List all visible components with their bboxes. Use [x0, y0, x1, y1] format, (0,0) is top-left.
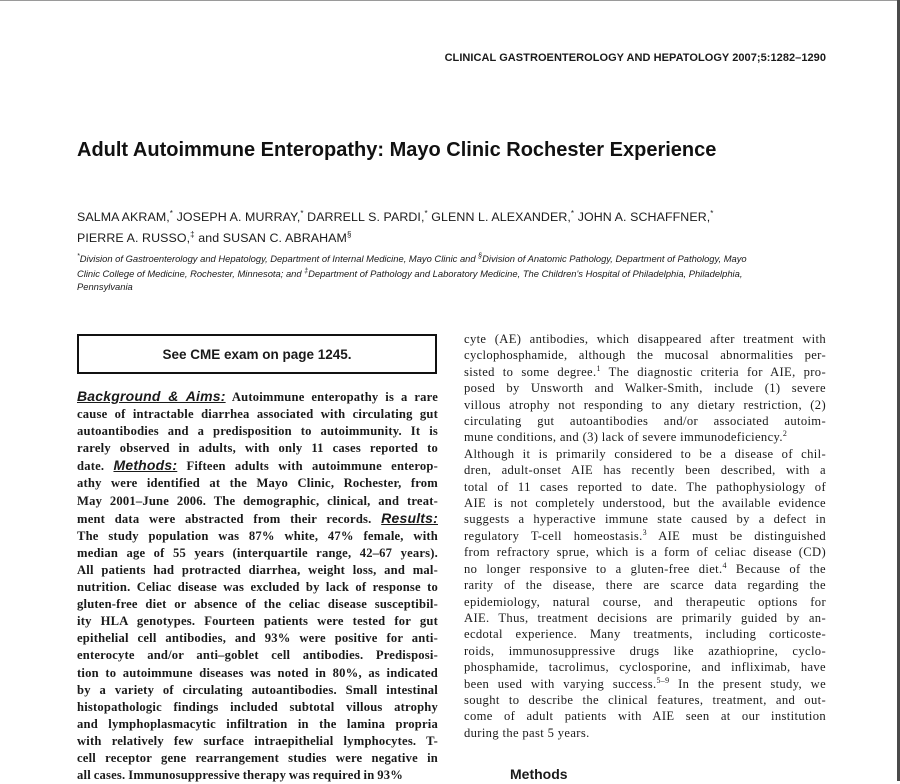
- methods-section-heading: Methods: [510, 766, 568, 782]
- affiliation-mark: *: [77, 253, 80, 260]
- abstract-line: epithelial cell antibodies, and 93% were positive for anti-: [77, 631, 438, 646]
- abstract-line: athy were identified at the Mayo Clinic, Rochester, from: [77, 476, 438, 491]
- affiliation-text: Clinic College of Medicine, Rochester, Minnesota; and: [77, 268, 305, 280]
- body-line: epidemiology, natural course, and therapeutic options for: [464, 594, 826, 609]
- abstract-line: and lymphoplasmacytic infiltration in the lamina propria: [77, 716, 438, 731]
- citation-reference: 4: [722, 560, 727, 570]
- body-line: come of adult patients with AIE seen at our institution: [464, 709, 826, 724]
- author-affiliation-mark: §: [346, 230, 352, 240]
- introduction-text: [464, 331, 826, 741]
- abstract-line: All patients had protracted diarrhea, weight loss, and mal-: [77, 562, 438, 577]
- author-affiliation-mark: *: [710, 209, 714, 218]
- abstract-section-heading: Results:: [381, 509, 438, 526]
- body-line: ecdotal experience. Many treatments, including corticoste-: [464, 627, 826, 642]
- abstract-line: median age of 55 years (interquartile range, 42–67 years).: [77, 545, 438, 560]
- abstract-line: ment data were abstracted from their records. Results:: [77, 509, 438, 526]
- abstract-line: cause of intractable diarrhea associated with circulating gut: [77, 407, 438, 422]
- abstract: [77, 388, 438, 784]
- citation-reference: 1: [596, 363, 601, 373]
- body-line: been used with varying success.$^{5-9}$ In the present study, we: [464, 675, 827, 691]
- affiliation-mark: §: [478, 253, 483, 260]
- author-name: GLENN L. ALEXANDER,: [431, 210, 571, 225]
- affiliation-mark: ‡: [304, 268, 309, 276]
- abstract-line: May 2001–June 2006. The demographic, clinical, and treat-: [77, 493, 438, 508]
- affiliation-text: Department of Pathology and Laboratory Medicine, The Children's Hospital of Philadelphia, Philadelphia,: [308, 268, 743, 280]
- abstract-line: date. Methods: Fifteen adults with autoimmune enterop-: [77, 457, 438, 474]
- abstract-section-heading: Background & Aims:: [77, 388, 226, 404]
- body-line: no longer responsive to a gluten-free diet.$^4$ Because of the: [464, 560, 826, 576]
- body-line: cyclophosphamide, although the mucosal abnormalities per-: [464, 348, 826, 363]
- abstract-line: The study population was 87% white, 47% female, with: [77, 528, 438, 543]
- author-affiliation-mark: *: [169, 209, 174, 218]
- abstract-line: autoantibodies and a predisposition to autoimmunity. It is: [77, 424, 438, 439]
- abstract-line: histopathologic findings included subtotal villous atrophy: [77, 699, 438, 714]
- body-line: villous atrophy not responding to any dietary restriction, (2): [464, 397, 826, 412]
- body-line: from refractory sprue, which is a form of celiac disease (CD): [464, 545, 826, 560]
- body-line: during the past 5 years.: [464, 725, 590, 740]
- abstract-line: gluten-free diet or absence of the celiac disease susceptibil-: [77, 597, 438, 612]
- abstract-line: rarely observed in adults, with only 11 cases reported to: [77, 441, 438, 456]
- citation-reference: 3: [642, 527, 648, 537]
- abstract-line: with relatively few surface intraepithelial lymphocytes. T-: [77, 733, 438, 748]
- citation-reference: 5–9: [656, 675, 670, 685]
- journal-running-header: CLINICAL GASTROENTEROLOGY AND HEPATOLOGY 2007;5:1282–1290: [444, 52, 826, 64]
- body-line: suggests a hyperactive immune state caused by a defect in: [464, 512, 826, 527]
- author-name: JOSEPH A. MURRAY,: [176, 210, 301, 225]
- body-line: circulating gut autoantibodies and/or associated autoim-: [464, 414, 826, 429]
- cme-exam-text: See CME exam on page 1245.: [162, 346, 352, 362]
- body-line: dren, adult-onset AIE has recently been described, with a: [464, 463, 826, 478]
- body-line: cyte (AE) antibodies, which disappeared after treatment with: [464, 332, 826, 346]
- abstract-line: cell receptor gene rearrangement studies were negative in: [77, 750, 438, 765]
- affiliation-text: Division of Anatomic Pathology, Department of Pathology, Mayo: [482, 253, 747, 265]
- abstract-line: tion to autoimmune diseases was noted in 80%, as indicated: [77, 665, 438, 680]
- author-affiliation-mark: *: [300, 209, 304, 218]
- body-line: posed by Unsworth and Walker-Smith, include (1) severe: [464, 381, 826, 396]
- abstract-line: ity HLA genotypes. Fourteen patients were tested for gut: [77, 614, 438, 629]
- body-line: AIE is not completely understood, but the available evidence: [464, 496, 826, 511]
- body-line: sought to describe the clinical features, treatment, and out-: [464, 692, 826, 707]
- cme-exam-notice: [77, 334, 437, 374]
- abstract-section-heading: Methods:: [113, 457, 178, 474]
- author-name: SALMA AKRAM,: [77, 210, 170, 225]
- author-affiliation-mark: *: [570, 209, 575, 218]
- author-name: DARRELL S. PARDI,: [307, 210, 425, 225]
- body-line: Although it is primarily considered to be a disease of chil-: [464, 446, 826, 461]
- body-line: AIE. Thus, treatment decisions are primarily guided by an-: [464, 610, 826, 625]
- author-name: and SUSAN C. ABRAHAM: [198, 231, 347, 246]
- body-line: rarity of the disease, there are scarce data regarding the: [464, 578, 826, 593]
- abstract-line: Background & Aims: Autoimmune enteropathy is a rare: [77, 388, 438, 404]
- author-affiliations: [77, 250, 837, 293]
- body-line: total of 11 cases reported to date. The pathophysiology of: [464, 479, 826, 494]
- abstract-line: all cases. Immunosuppressive therapy was required in 93%: [77, 768, 404, 783]
- author-name: JOHN A. SCHAFFNER,: [577, 210, 711, 225]
- affiliation-text: Pennsylvania: [77, 281, 133, 293]
- body-line: phosphamide, tacrolimus, cyclosporine, and infliximab, have: [464, 660, 826, 675]
- abstract-line: nutrition. Celiac disease was excluded by lack of response to: [77, 580, 438, 595]
- abstract-line: enterocyte and/or anti–goblet cell antibodies. Predisposi-: [77, 648, 438, 663]
- article-title: Adult Autoimmune Enteropathy: Mayo Clinic Rochester Experience: [77, 139, 717, 161]
- page-top-edge: [0, 0, 900, 1]
- affiliation-text: Division of Gastroenterology and Hepatology, Department of Internal Medicine, Mayo Clinic and: [79, 253, 479, 265]
- author-name: PIERRE A. RUSSO,: [77, 231, 191, 246]
- body-line: sisted to some degree.$^1$ The diagnostic criteria for AIE, pro-: [464, 363, 826, 379]
- author-affiliation-mark: *: [424, 209, 428, 218]
- body-line: roids, immunosuppressive drugs like azathioprine, cyclo-: [464, 643, 826, 658]
- author-affiliation-mark: ‡: [190, 230, 195, 240]
- body-line: regulatory T-cell homeostasis.$^3$ AIE must be distinguished: [464, 527, 826, 543]
- citation-reference: 2: [782, 429, 788, 439]
- abstract-line: by a variety of circulating autoantibodies. Small intestinal: [77, 682, 438, 697]
- body-line: mune conditions, and (3) lack of severe immunodeficiency.$^2$: [464, 429, 788, 445]
- author-list: [77, 205, 837, 247]
